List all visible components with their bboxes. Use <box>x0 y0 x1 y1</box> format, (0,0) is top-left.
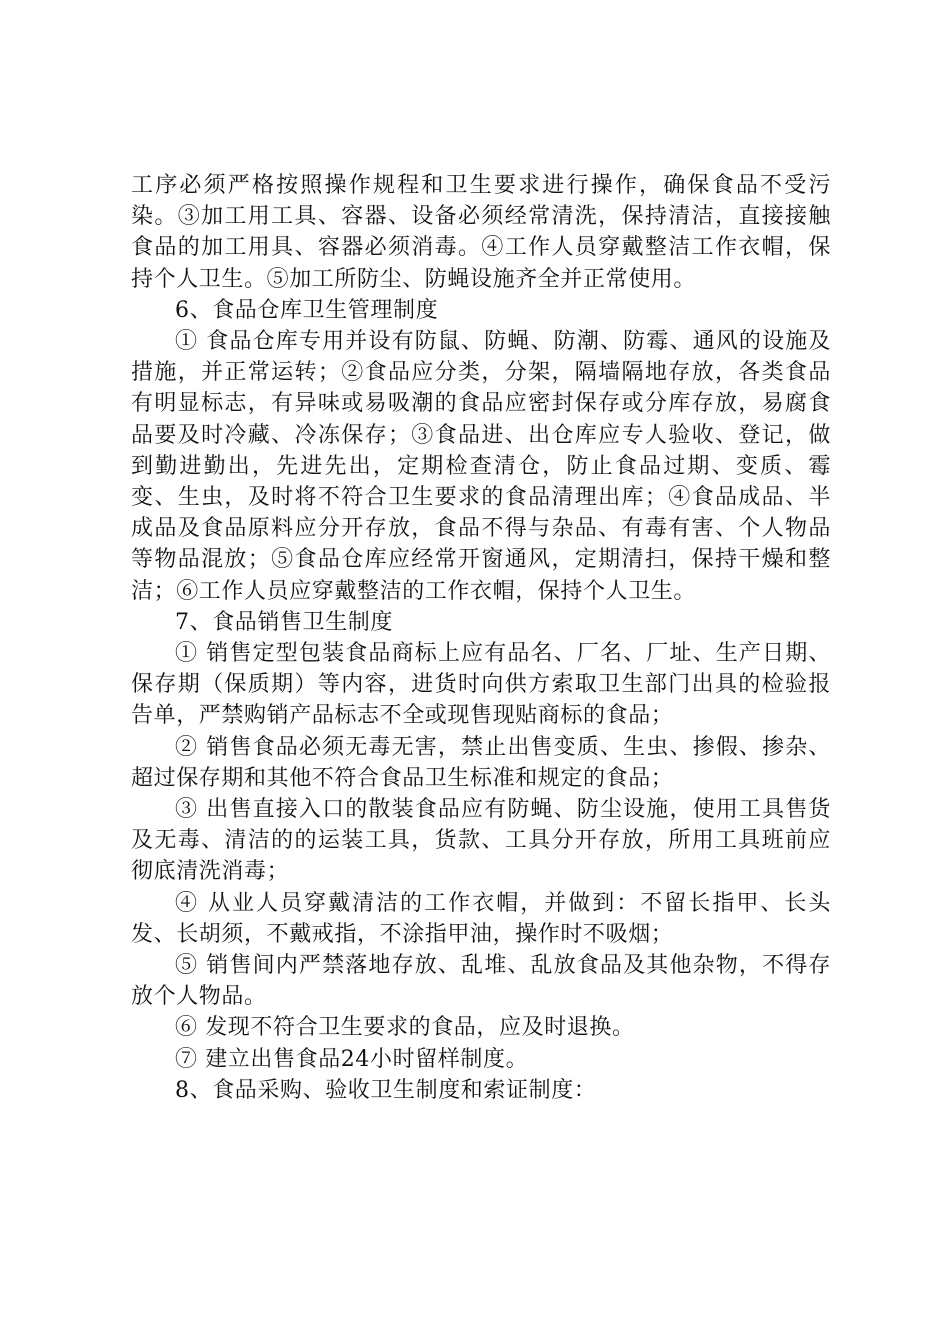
heading-sales-hygiene: 7、食品销售卫生制度 <box>175 609 393 635</box>
paragraph-sales-rule-7: ⑦ 建立出售食品24小时留样制度。 <box>175 1046 529 1072</box>
paragraph-sales-rule-3: ③ 出售直接入口的散装食品应有防蝇、防尘设施，使用工具售货及无毒、清洁的的运装工具，货款、工具分开存放，所用工具班前应彻底清洗消毒； <box>131 797 831 885</box>
paragraph-sales-rule-5: ⑤ 销售间内严禁落地存放、乱堆、乱放食品及其他杂物，不得存放个人物品。 <box>131 953 831 1010</box>
heading-warehouse-hygiene: 6、食品仓库卫生管理制度 <box>175 297 439 323</box>
heading-procurement-hygiene: 8、食品采购、验收卫生制度和索证制度： <box>175 1077 597 1103</box>
paragraph-sales-rule-2: ② 销售食品必须无毒无害，禁止出售变质、生虫、掺假、掺杂、超过保存期和其他不符合食品卫生标准和规定的食品； <box>131 734 831 791</box>
paragraph-sales-rule-4: ④ 从业人员穿戴清洁的工作衣帽，并做到：不留长指甲、长头发、长胡须，不戴戒指，不涂指甲油，操作时不吸烟； <box>131 890 831 947</box>
paragraph-sales-rule-1: ① 销售定型包装食品商标上应有品名、厂名、厂址、生产日期、保存期（保质期）等内容，进货时向供方索取卫生部门出具的检验报告单，严禁购销产品标志不全或现售现贴商标的食品； <box>131 641 831 729</box>
document-body <box>131 170 831 1106</box>
paragraph-sales-rule-6: ⑥ 发现不符合卫生要求的食品，应及时退换。 <box>175 1015 635 1041</box>
paragraph-processing-continued: 工序必须严格按照操作规程和卫生要求进行操作，确保食品不受污染。③加工用工具、容器、设备必须经常清洗，保持清洁，直接接触食品的加工用具、容器必须消毒。④工作人员穿戴整洁工作衣帽，保持个人卫生。⑤加工所防尘、防蝇设施齐全并正常使用。 <box>131 173 831 292</box>
paragraph-warehouse-rules: ① 食品仓库专用并设有防鼠、防蝇、防潮、防霉、通风的设施及措施，并正常运转；②食品应分类，分架，隔墙隔地存放，各类食品有明显标志，有异味或易吸潮的食品应密封保存或分库存放，易腐食品要及时冷藏、冷冻保存；③食品进、出仓库应专人验收、登记，做到勤进勤出，先进先出，定期检查清仓，防止食品过期、变质、霉变、生虫，及时将不符合卫生要求的食品清理出库；④食品成品、半成品及食品原料应分开存放，食品不得与杂品、有毒有害、个人物品等物品混放；⑤食品仓库应经常开窗通风，定期清扫，保持干燥和整洁；⑥工作人员应穿戴整洁的工作衣帽，保持个人卫生。 <box>131 329 831 604</box>
